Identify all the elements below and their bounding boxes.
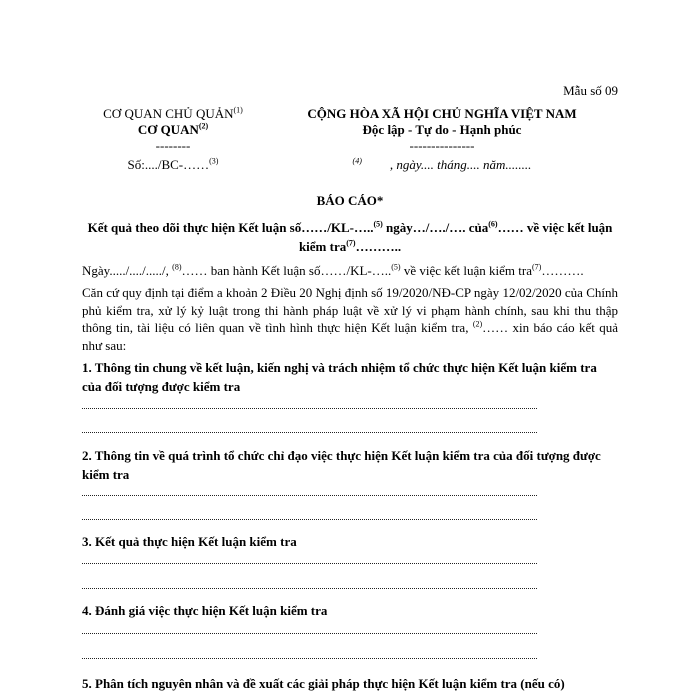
place-date: $^{(4)}$ , ngày.... tháng.... năm........ bbox=[352, 156, 532, 172]
form-number: Mẫu số 09 bbox=[563, 83, 618, 98]
country-name: CỘNG HÒA XÃ HỘI CHỦ NGHĨA VIỆT NAM bbox=[307, 106, 577, 121]
section-heading-1: 1. Thông tin chung về kết luận, kiến nghị và trách nhiệm tổ chức thực hiện Kết luận kiểm tra của đối tượng được kiểm tra bbox=[82, 360, 597, 394]
document-title: BÁO CÁO* bbox=[316, 193, 384, 208]
intro-paragraph: Ngày...../..../...../, $^{(8)}$…… ban hành Kết luận số……/KL-…..$^{(5)}$ về việc kết luận kiểm tra$^{(7)}$………. bbox=[82, 262, 584, 278]
basis-paragraph: Căn cứ quy định tại điểm a khoản 2 Điều 20 Nghị định số 19/2020/NĐ-CP ngày 12/02/2020 của Chính phủ kiểm tra, xử lý kỷ luật trong thi hành pháp luật về xử lý vi phạm hành chính, sau khi thu thập thông tin, tài liệu có liên quan về tình hình thực hiện Kết luận kiểm tra, $^{(2)}$…… xin báo cáo kết quả như sau: bbox=[82, 285, 618, 353]
document-subtitle: Kết quả theo dõi thực hiện Kết luận số……/KL-…..$^{(5)}$ ngày…/…./…. của$^{(6)}$…… về việc kết luận kiểm tra$^{(7)}$……….. bbox=[87, 219, 613, 254]
document-number: Số:..../BC-……$^{(3)}$ bbox=[127, 156, 219, 172]
fill-line bbox=[82, 563, 537, 565]
fill-line bbox=[82, 633, 537, 635]
fill-line bbox=[82, 658, 537, 660]
section-heading-4: 4. Đánh giá việc thực hiện Kết luận kiểm tra bbox=[82, 603, 328, 618]
section-heading-3: 3. Kết quả thực hiện Kết luận kiểm tra bbox=[82, 534, 297, 549]
managing-agency: CƠ QUAN CHỦ QUẢN$^{(1)}$ bbox=[103, 105, 243, 121]
divider-right: --------------- bbox=[409, 138, 475, 153]
section-heading-2: 2. Thông tin về quá trình tổ chức chỉ đạo việc thực hiện Kết luận kiểm tra của đối tượng được kiểm tra bbox=[82, 448, 601, 482]
divider-left: -------- bbox=[155, 138, 191, 153]
motto: Độc lập - Tự do - Hạnh phúc bbox=[362, 122, 522, 137]
fill-line bbox=[82, 495, 537, 497]
fill-line bbox=[82, 519, 537, 521]
fill-line bbox=[82, 432, 537, 434]
agency-header bbox=[78, 106, 268, 173]
section-heading-5: 5. Phân tích nguyên nhân và đề xuất các giải pháp thực hiện Kết luận kiểm tra (nếu có) bbox=[82, 676, 565, 691]
fill-line bbox=[82, 408, 537, 410]
agency-name: CƠ QUAN$^{(2)}$ bbox=[137, 121, 209, 137]
national-header bbox=[282, 106, 602, 173]
fill-line bbox=[82, 588, 537, 590]
